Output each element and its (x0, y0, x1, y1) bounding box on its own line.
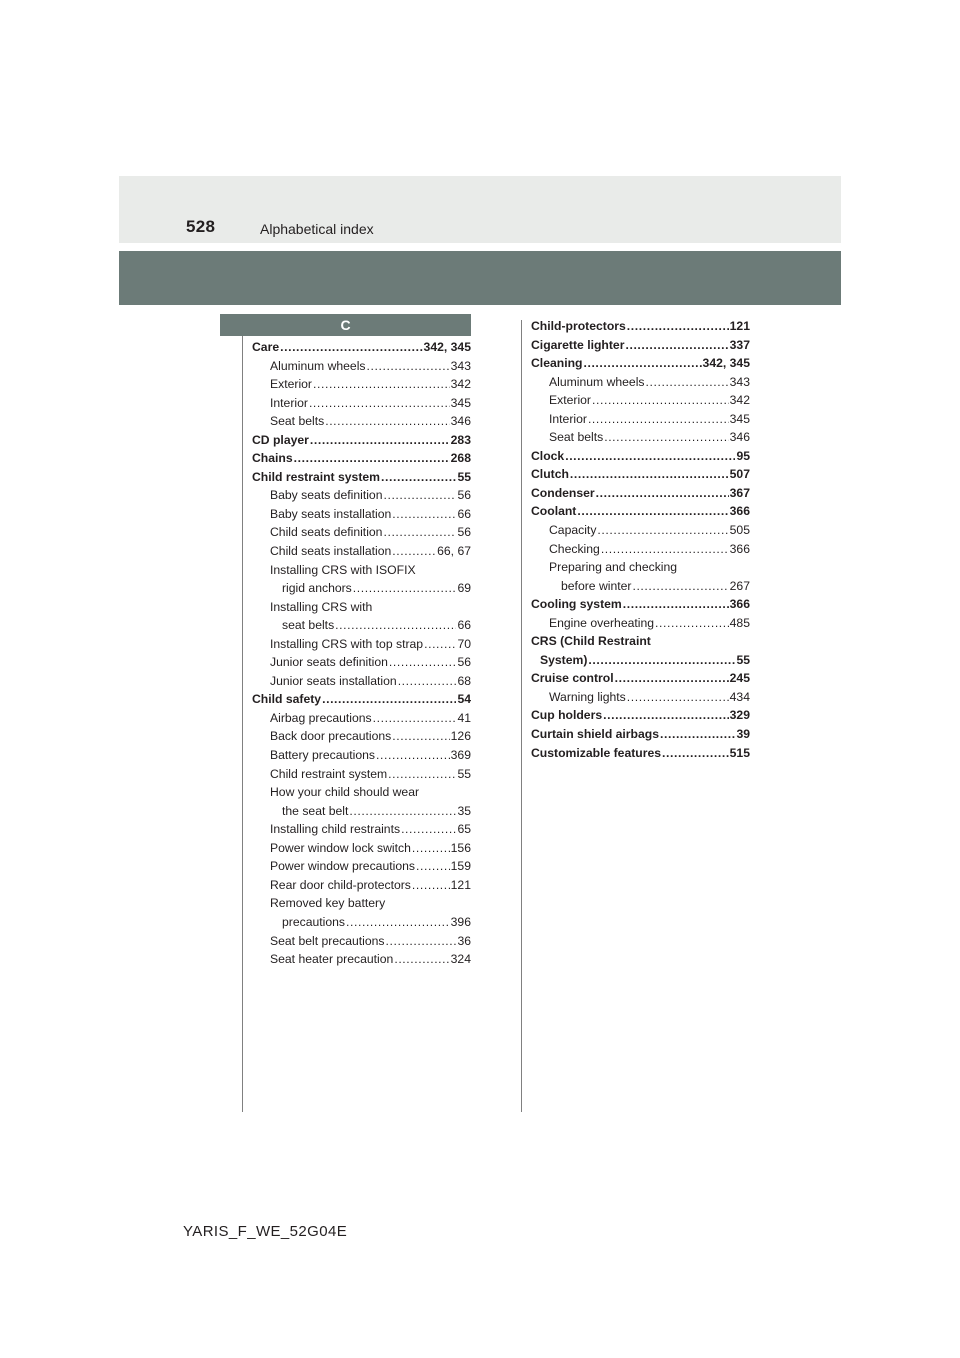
entry-label: Battery precautions (270, 748, 376, 763)
entry-page-ref: 156 (450, 840, 471, 855)
entry-page-ref: 39 (736, 727, 750, 742)
entry-label: Power window precautions (270, 859, 415, 874)
leader-dots (313, 375, 450, 394)
column-rule-right (521, 320, 522, 1112)
index-entry (252, 431, 471, 450)
entry-label: Removed key battery (270, 896, 386, 911)
entry-page-ref: 268 (450, 451, 471, 466)
leader-dots (615, 669, 729, 688)
leader-dots (388, 765, 456, 784)
entry-page-ref: 434 (729, 689, 750, 704)
leader-dots (588, 410, 729, 429)
index-entry (252, 523, 471, 542)
leader-dots (383, 486, 456, 505)
entry-label: Baby seats definition (270, 488, 383, 503)
index-entry (252, 932, 471, 951)
index-entry (531, 706, 750, 725)
index-entry (531, 632, 750, 651)
index-entry (252, 598, 471, 617)
entry-label: Child safety (252, 692, 322, 707)
index-letter-tab: C (220, 314, 471, 336)
entry-page-ref: 55 (736, 652, 750, 667)
index-entry (531, 577, 750, 596)
leader-dots (309, 394, 450, 413)
index-entry (531, 391, 750, 410)
entry-page-ref: 505 (729, 523, 750, 538)
entry-label: Child seats definition (270, 525, 383, 540)
index-entry (531, 465, 750, 484)
index-entry (252, 857, 471, 876)
leader-dots (392, 727, 449, 746)
entry-page-ref: 56 (457, 488, 471, 503)
entry-label: Chains (252, 451, 293, 466)
index-entry (531, 317, 750, 336)
leader-dots (655, 614, 729, 633)
index-entry (531, 502, 750, 521)
leader-dots (627, 317, 729, 336)
entry-page-ref: 343 (729, 374, 750, 389)
entry-page-ref: 337 (729, 337, 750, 352)
entry-label: Interior (270, 395, 308, 410)
entry-label: rigid anchors (282, 581, 352, 596)
leader-dots (632, 577, 728, 596)
entry-label: Engine overheating (549, 615, 655, 630)
entry-page-ref: 121 (729, 319, 750, 333)
entry-label: How your child should wear (270, 785, 420, 800)
entry-label: Condenser (531, 485, 595, 500)
index-entry (252, 561, 471, 580)
leader-dots (294, 449, 450, 468)
index-entry (531, 354, 750, 373)
entry-label: Seat belts (549, 430, 604, 445)
leader-dots (401, 820, 456, 839)
leader-dots (601, 540, 729, 559)
entry-label: Exterior (270, 377, 312, 392)
leader-dots (392, 542, 436, 561)
page-number: 528 (186, 217, 216, 236)
entry-label: Cooling system (531, 597, 622, 612)
index-entry (531, 614, 750, 633)
leader-dots (570, 465, 729, 484)
entry-label: Seat belt precautions (270, 933, 385, 948)
index-column-left (252, 338, 471, 969)
entry-label: Checking (549, 541, 600, 556)
leader-dots (660, 725, 735, 744)
index-entry (252, 653, 471, 672)
leader-dots (625, 336, 728, 355)
entry-label: Exterior (549, 393, 591, 408)
leader-dots (335, 616, 456, 635)
index-entry (252, 802, 471, 821)
entry-label: Clock (531, 448, 565, 463)
entry-label: Installing CRS with top strap (270, 636, 424, 651)
header-band (119, 251, 841, 305)
leader-dots (367, 357, 450, 376)
entry-label: Cigarette lighter (531, 337, 625, 352)
leader-dots (412, 839, 450, 858)
index-entry (252, 839, 471, 858)
index-entry (531, 521, 750, 540)
index-entry (531, 447, 750, 466)
leader-dots (604, 428, 728, 447)
document-code: YARIS_F_WE_52G04E (183, 1223, 348, 1240)
index-entry (531, 558, 750, 577)
leader-dots (623, 595, 729, 614)
entry-page-ref: 329 (729, 708, 750, 723)
entry-label: Junior seats definition (270, 655, 388, 670)
entry-label: Child restraint system (270, 766, 388, 781)
entry-page-ref: 366 (729, 541, 750, 556)
index-entry (252, 357, 471, 376)
entry-label: Airbag precautions (270, 710, 372, 725)
leader-dots (383, 523, 456, 542)
index-entry (252, 449, 471, 468)
index-entry (531, 410, 750, 429)
entry-label: Customizable features (531, 745, 662, 760)
entry-label: Aluminum wheels (270, 358, 366, 373)
entry-label: precautions (282, 914, 346, 929)
leader-dots (592, 391, 729, 410)
leader-dots (565, 447, 735, 466)
entry-label: Installing CRS with (270, 599, 373, 614)
leader-dots (322, 690, 456, 709)
entry-label: Child seats installation (270, 544, 392, 559)
entry-label: Rear door child-protectors (270, 877, 411, 892)
index-entry (252, 412, 471, 431)
entry-page-ref: 367 (729, 485, 750, 500)
leader-dots (627, 688, 729, 707)
entry-page-ref: 95 (736, 448, 750, 463)
index-entry (252, 709, 471, 728)
entry-page-ref: 69 (457, 581, 471, 596)
leader-dots (310, 431, 450, 450)
leader-dots (588, 651, 735, 670)
leader-dots (280, 338, 422, 357)
entry-label: Curtain shield airbags (531, 727, 659, 742)
index-entry (531, 725, 750, 744)
leader-dots (646, 373, 729, 392)
index-entry (252, 468, 471, 487)
entry-label: Baby seats installation (270, 506, 392, 521)
entry-label: Warning lights (549, 689, 626, 704)
entry-label: Power window lock switch (270, 840, 411, 855)
index-entry (252, 690, 471, 709)
leader-dots (353, 579, 457, 598)
leader-dots (392, 505, 456, 524)
leader-dots (597, 521, 728, 540)
entry-page-ref: 485 (729, 615, 750, 630)
index-entry (252, 542, 471, 561)
leader-dots (583, 354, 701, 373)
entry-page-ref: 66 (457, 618, 471, 633)
entry-page-ref: 342, 345 (423, 340, 471, 354)
entry-page-ref: 346 (729, 430, 750, 445)
column-rule-left (242, 336, 243, 1112)
entry-page-ref: 36 (457, 933, 471, 948)
index-entry (252, 765, 471, 784)
leader-dots (346, 913, 450, 932)
entry-page-ref: 369 (450, 748, 471, 763)
entry-label: CRS (Child Restraint (531, 634, 651, 649)
entry-page-ref: 56 (457, 655, 471, 670)
index-entry (252, 913, 471, 932)
entry-page-ref: 68 (457, 673, 471, 688)
entry-page-ref: 342, 345 (702, 356, 750, 371)
leader-dots (373, 709, 457, 728)
index-entry (531, 651, 750, 670)
entry-page-ref: 343 (450, 358, 471, 373)
leader-dots (412, 876, 450, 895)
index-entry (252, 338, 471, 357)
leader-dots (349, 802, 456, 821)
entry-page-ref: 345 (450, 395, 471, 410)
index-entry (252, 486, 471, 505)
entry-page-ref: 342 (729, 393, 750, 408)
entry-label: CD player (252, 432, 309, 447)
index-entry (252, 876, 471, 895)
index-entry (252, 672, 471, 691)
entry-page-ref: 54 (457, 692, 471, 707)
leader-dots (394, 950, 449, 969)
index-entry (252, 727, 471, 746)
entry-label: Capacity (549, 523, 597, 538)
index-entry (531, 595, 750, 614)
entry-page-ref: 346 (450, 414, 471, 429)
entry-page-ref: 366 (729, 504, 750, 519)
entry-label: Care (252, 340, 280, 354)
entry-page-ref: 126 (450, 729, 471, 744)
entry-page-ref: 55 (457, 469, 471, 484)
leader-dots (577, 502, 728, 521)
leader-dots (596, 484, 729, 503)
entry-label: Coolant (531, 504, 577, 519)
index-entry (252, 616, 471, 635)
entry-label: Installing CRS with ISOFIX (270, 562, 416, 577)
index-column-right (531, 317, 750, 762)
leader-dots (381, 468, 456, 487)
entry-page-ref: 66 (457, 506, 471, 521)
leader-dots (424, 635, 456, 654)
index-entry (252, 950, 471, 969)
entry-page-ref: 396 (450, 914, 471, 929)
entry-page-ref: 70 (457, 636, 471, 651)
index-entry (531, 373, 750, 392)
index-entry (531, 540, 750, 559)
entry-label: Clutch (531, 467, 569, 482)
leader-dots (662, 744, 729, 763)
entry-label: Cleaning (531, 356, 583, 371)
entry-page-ref: 366 (729, 597, 750, 612)
entry-label: before winter (561, 578, 632, 593)
entry-page-ref: 283 (450, 432, 471, 447)
leader-dots (603, 706, 729, 725)
entry-label: Preparing and checking (549, 560, 678, 575)
index-entry (252, 746, 471, 765)
entry-label: Back door precautions (270, 729, 392, 744)
index-entry (252, 505, 471, 524)
index-entry (531, 336, 750, 355)
entry-label: Child-protectors (531, 319, 626, 333)
entry-label: Cruise control (531, 671, 614, 686)
section-title: Alphabetical index (260, 221, 374, 237)
entry-page-ref: 342 (450, 377, 471, 392)
index-entry (252, 894, 471, 913)
entry-page-ref: 66, 67 (437, 544, 471, 559)
entry-label: Seat belts (270, 414, 325, 429)
leader-dots (325, 412, 449, 431)
entry-label: the seat belt (282, 803, 349, 818)
index-entry (252, 783, 471, 802)
entry-page-ref: 345 (729, 411, 750, 426)
index-entry (252, 635, 471, 654)
entry-label: Cup holders (531, 708, 603, 723)
header-bar (119, 176, 841, 243)
entry-label: System) (540, 652, 588, 667)
entry-label: Interior (549, 411, 587, 426)
leader-dots (386, 932, 457, 951)
index-entry (252, 394, 471, 413)
index-entry (252, 820, 471, 839)
index-entry (531, 688, 750, 707)
entry-label: Child restraint system (252, 469, 381, 484)
entry-label: Junior seats installation (270, 673, 397, 688)
index-entry (252, 579, 471, 598)
entry-page-ref: 267 (729, 578, 750, 593)
entry-label: Seat heater precaution (270, 952, 394, 967)
index-entry (531, 669, 750, 688)
index-entry (531, 744, 750, 763)
entry-page-ref: 55 (457, 766, 471, 781)
entry-page-ref: 324 (450, 952, 471, 967)
leader-dots (398, 672, 457, 691)
entry-page-ref: 35 (457, 803, 471, 818)
entry-page-ref: 515 (729, 745, 750, 760)
leader-dots (416, 857, 450, 876)
entry-page-ref: 245 (729, 671, 750, 686)
leader-dots (389, 653, 457, 672)
entry-page-ref: 65 (457, 822, 471, 837)
entry-label: seat belts (282, 618, 335, 633)
index-entry (252, 375, 471, 394)
leader-dots (376, 746, 450, 765)
entry-page-ref: 121 (450, 877, 471, 892)
entry-page-ref: 159 (450, 859, 471, 874)
entry-page-ref: 41 (457, 710, 471, 725)
entry-label: Installing child restraints (270, 822, 401, 837)
entry-label: Aluminum wheels (549, 374, 645, 389)
index-entry (531, 428, 750, 447)
index-entry (531, 484, 750, 503)
entry-page-ref: 56 (457, 525, 471, 540)
entry-page-ref: 507 (729, 467, 750, 482)
